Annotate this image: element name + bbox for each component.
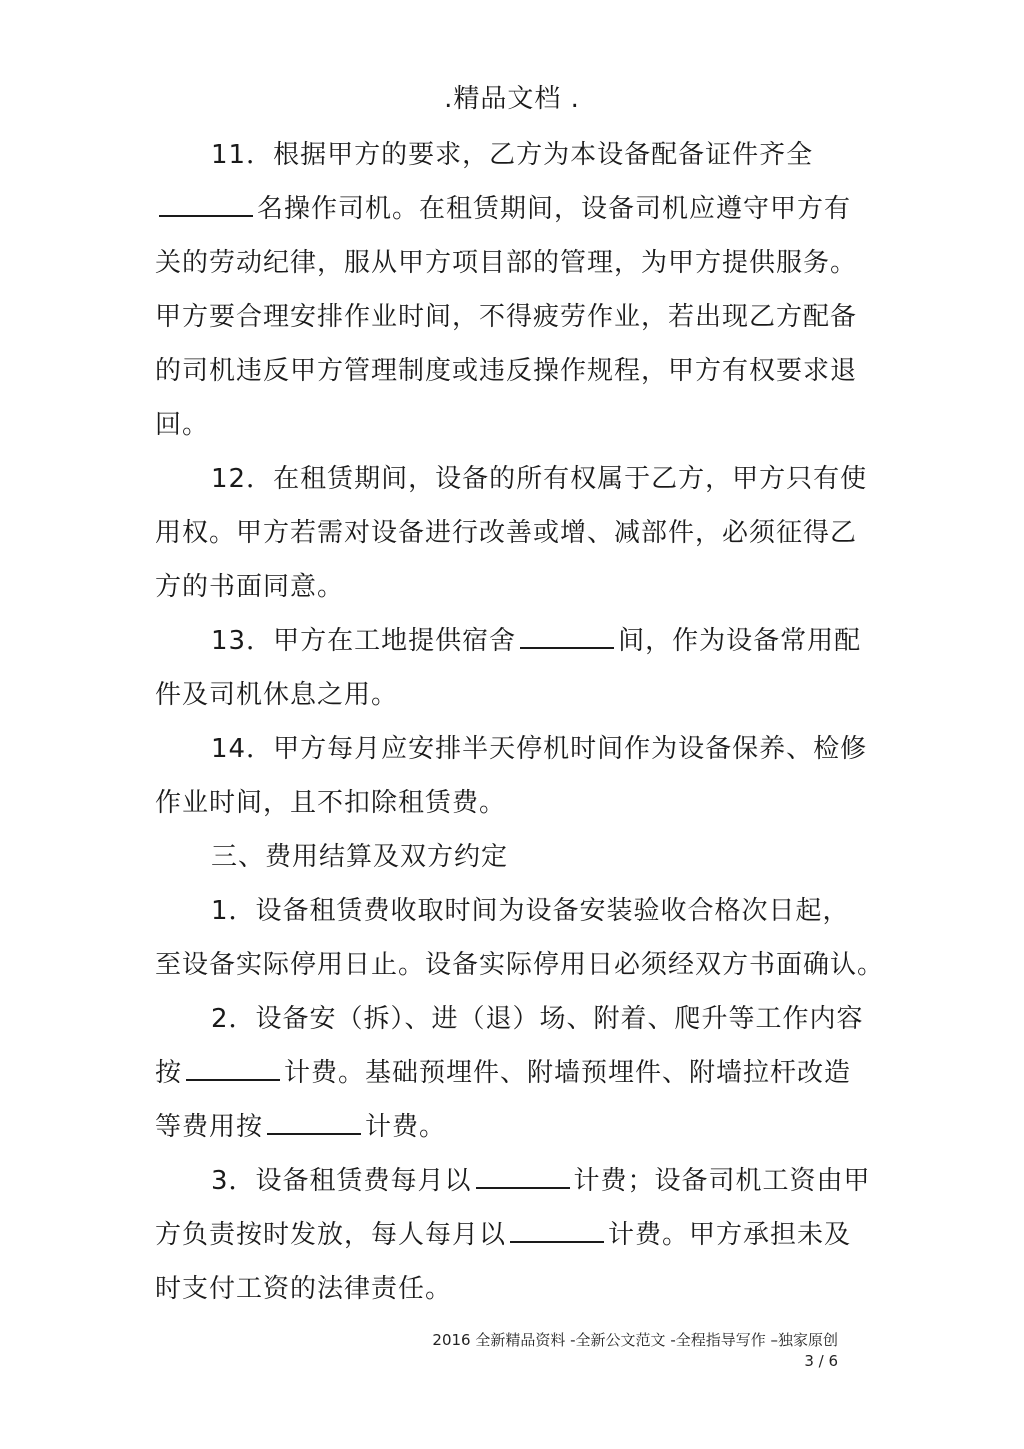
text-line — [155, 884, 855, 938]
text-segment: 计费。基础预埋件、附墙预埋件、附墙拉杆改造 — [284, 1058, 852, 1088]
text-segment: 13．甲方在工地提供宿舍 — [211, 626, 517, 656]
text-segment: 计费。 — [365, 1112, 447, 1142]
text-segment: 计费。甲方承担未及 — [608, 1220, 852, 1250]
footer-text: 2016 全新精品资料 -全新公文范文 -全程指导写作 –独家原创 — [432, 1331, 838, 1349]
text-line — [155, 452, 868, 506]
text-line — [155, 1208, 855, 1262]
text-line — [155, 1100, 855, 1154]
text-segment: 12．在租赁期间，设备的所有权属于乙方，甲方只有使 — [211, 464, 868, 494]
text-line — [155, 1154, 871, 1208]
text-line — [155, 992, 864, 1046]
text-line — [155, 830, 855, 884]
page-number: 3 / 6 — [804, 1352, 838, 1370]
text-line — [155, 614, 862, 668]
text-segment: 计费；设备司机工资由甲 — [573, 1166, 871, 1196]
text-line — [155, 1046, 855, 1100]
text-segment: 时支付工资的法律责任。 — [155, 1274, 453, 1304]
text-line — [155, 560, 855, 614]
fill-in-blank — [267, 1111, 361, 1135]
text-segment: 至设备实际停用日止。设备实际停用日必须经双方书面确认。 — [155, 950, 885, 980]
text-line — [155, 938, 885, 992]
text-line — [155, 722, 868, 776]
text-segment: 方负责按时发放，每人每月以 — [155, 1220, 507, 1250]
text-segment: 甲方要合理安排作业时间，不得疲劳作业，若出现乙方配备 — [155, 302, 858, 332]
text-segment: 按 — [155, 1058, 183, 1088]
fill-in-blank — [510, 1219, 604, 1243]
fill-in-blank — [186, 1057, 280, 1081]
fill-in-blank — [520, 625, 614, 649]
text-segment: 关的劳动纪律，服从甲方项目部的管理，为甲方提供服务。 — [155, 248, 858, 278]
text-line — [155, 668, 855, 722]
text-line — [155, 182, 855, 236]
text-segment: 方的书面同意。 — [155, 572, 345, 602]
text-segment: 3．设备租赁费每月以 — [211, 1166, 472, 1196]
text-segment: 1．设备租赁费收取时间为设备安装验收合格次日起， — [211, 896, 850, 926]
fill-in-blank — [476, 1165, 570, 1189]
text-segment: 等费用按 — [155, 1112, 264, 1142]
text-segment: 用权。甲方若需对设备进行改善或增、减部件，必须征得乙 — [155, 518, 858, 548]
text-line — [155, 1262, 855, 1316]
page-header: .精品文档 . — [444, 84, 580, 114]
page-footer — [432, 1330, 838, 1372]
text-line — [155, 344, 858, 398]
text-segment: 14．甲方每月应安排半天停机时间作为设备保养、检修 — [211, 734, 868, 764]
text-line — [155, 128, 855, 182]
fill-in-blank — [159, 193, 253, 217]
document-body — [155, 128, 885, 1316]
text-segment: 间，作为设备常用配 — [618, 626, 862, 656]
text-line — [155, 506, 858, 560]
text-segment: 11．根据甲方的要求，乙方为本设备配备证件齐全 — [211, 140, 814, 170]
text-segment: 回。 — [155, 410, 210, 440]
text-line — [155, 236, 858, 290]
text-segment: 名操作司机。在租赁期间，设备司机应遵守甲方有 — [257, 194, 852, 224]
text-segment: 三、费用结算及双方约定 — [211, 842, 509, 872]
text-line — [155, 290, 858, 344]
text-line — [155, 398, 855, 452]
text-segment: 作业时间，且不扣除租赁费。 — [155, 788, 507, 818]
text-segment: 件及司机休息之用。 — [155, 680, 399, 710]
text-segment: 的司机违反甲方管理制度或违反操作规程，甲方有权要求退 — [155, 356, 858, 386]
text-line — [155, 776, 855, 830]
text-segment: 2．设备安（拆）、进（退）场、附着、爬升等工作内容 — [211, 1004, 864, 1034]
